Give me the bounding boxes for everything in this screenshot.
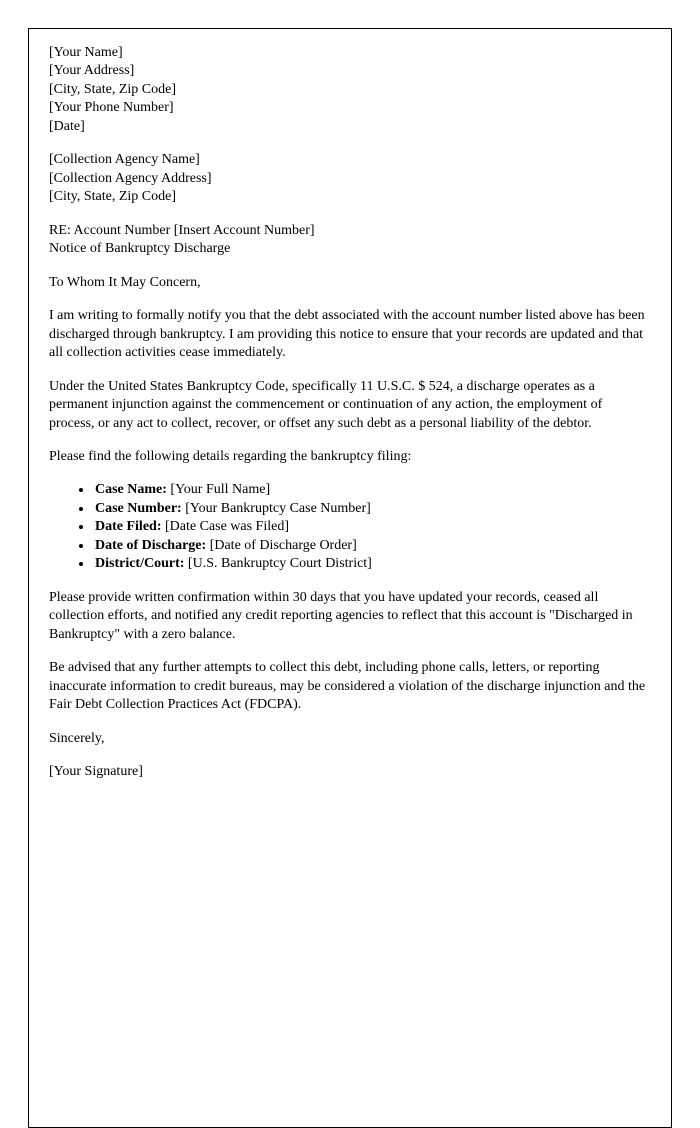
subject-title-line: Notice of Bankruptcy Discharge	[49, 241, 231, 257]
list-item	[93, 518, 649, 536]
recipient-city-state-zip: [City, State, Zip Code]	[49, 189, 177, 205]
recipient-name: [Collection Agency Name]	[49, 152, 200, 168]
letter-date: [Date]	[49, 118, 85, 134]
sender-city-state-zip: [City, State, Zip Code]	[49, 81, 177, 97]
sender-phone: [Your Phone Number]	[49, 100, 174, 116]
bankruptcy-details-list	[49, 481, 649, 573]
list-item	[93, 481, 649, 499]
paragraph-legal-code: Under the United States Bankruptcy Code, specifically 11 U.S.C. $ 524, a discharge operates as a permanent injunction against the commencement or continuation of any action, the employment of process, or any act to collect, recover, or offset any such debt as a personal liability of the debtor.	[49, 378, 603, 431]
subject-block	[49, 222, 649, 259]
detail-value: [Date Case was Filed]	[161, 519, 290, 535]
detail-label: District/Court:	[95, 556, 185, 572]
detail-label: Date Filed:	[95, 519, 162, 535]
sender-block	[49, 44, 649, 136]
list-item	[93, 537, 649, 555]
paragraph-violation-warning: Be advised that any further attempts to collect this debt, including phone calls, letters, or reporting inaccurate information to credit bureaus, may be considered a violation of the discharge injunction and the Fair Debt Collection Practices Act (FDCPA).	[49, 660, 646, 713]
detail-value: [Date of Discharge Order]	[206, 537, 357, 553]
paragraph-notice: I am writing to formally notify you that the debt associated with the account number listed above has been discharged through bankruptcy. I am providing this notice to ensure that your records are updated and that all collection activities cease immediately.	[49, 308, 645, 361]
detail-label: Date of Discharge:	[95, 537, 207, 553]
detail-label: Case Name:	[95, 482, 167, 498]
detail-value: [Your Full Name]	[166, 482, 271, 498]
sender-name: [Your Name]	[49, 45, 123, 60]
letter-page	[28, 28, 672, 1128]
paragraph-confirmation-request: Please provide written confirmation within 30 days that you have updated your records, ceased all collection efforts, and notified any credit reporting agencies to reflect that this account is "Discharged in Bankruptcy" with a zero balance.	[49, 589, 633, 642]
paragraph-details-intro: Please find the following details regarding the bankruptcy filing:	[49, 448, 412, 464]
detail-value: [Your Bankruptcy Case Number]	[181, 500, 371, 516]
closing: Sincerely,	[49, 730, 105, 746]
signature-placeholder: [Your Signature]	[49, 764, 143, 780]
detail-value: [U.S. Bankruptcy Court District]	[184, 556, 372, 572]
subject-re-line: RE: Account Number [Insert Account Number]	[49, 222, 315, 238]
list-item	[93, 500, 649, 518]
recipient-address: [Collection Agency Address]	[49, 170, 212, 186]
sender-address: [Your Address]	[49, 63, 135, 79]
list-item	[93, 555, 649, 573]
salutation: To Whom It May Concern,	[49, 274, 201, 290]
detail-label: Case Number:	[95, 500, 182, 516]
recipient-block	[49, 151, 649, 206]
